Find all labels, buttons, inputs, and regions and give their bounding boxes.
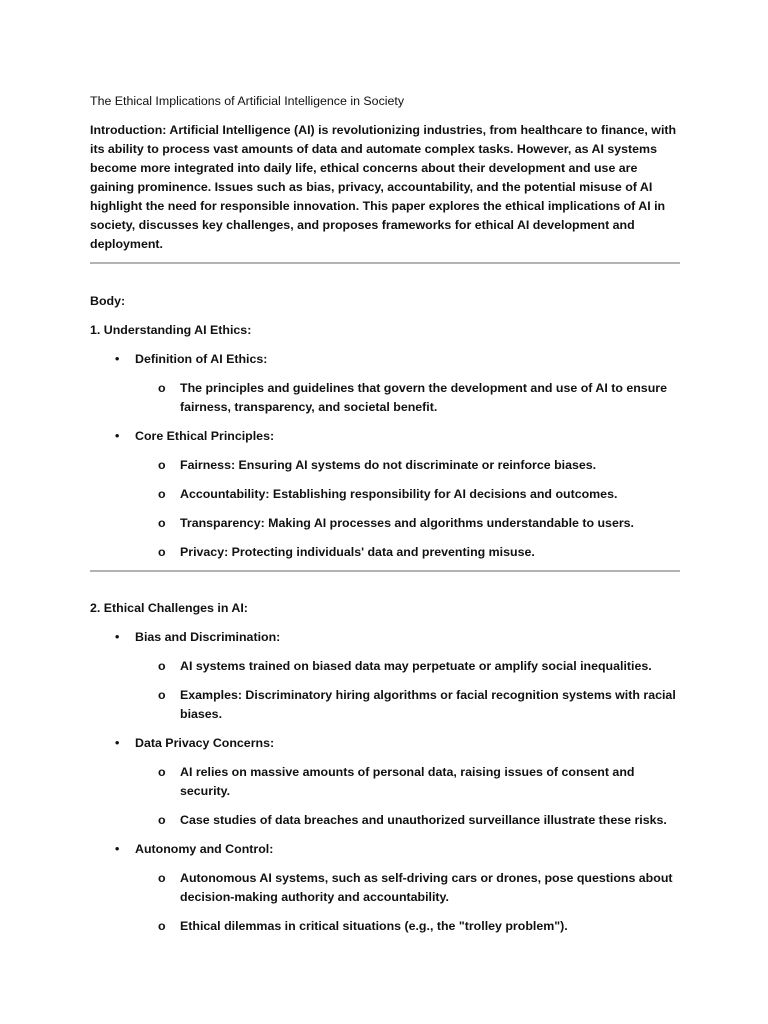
bullet-item xyxy=(115,734,680,753)
bullet-label: Definition of AI Ethics: xyxy=(135,352,268,366)
sub-bullet-icon: o xyxy=(158,487,166,501)
sub-bullet-item xyxy=(158,917,680,936)
sub-bullet-item xyxy=(158,514,680,533)
sub-bullet-text: AI relies on massive amounts of personal data, raising issues of consent and security. xyxy=(180,765,635,798)
section-divider xyxy=(90,570,680,572)
sub-bullet-icon: o xyxy=(158,813,166,827)
document-title: The Ethical Implications of Artificial Intelligence in Society xyxy=(90,94,405,108)
sub-bullet-item xyxy=(158,811,680,830)
sub-bullet-icon: o xyxy=(158,688,166,702)
sub-bullet-icon: o xyxy=(158,871,166,885)
sub-bullet-text: Ethical dilemmas in critical situations (e.g., the "trolley problem"). xyxy=(180,919,568,933)
sub-bullet-text: Accountability: Establishing responsibility for AI decisions and outcomes. xyxy=(180,487,618,501)
bullet-label: Bias and Discrimination: xyxy=(135,630,281,644)
bullet-icon: • xyxy=(115,736,120,750)
sub-bullet-icon: o xyxy=(158,659,166,673)
sub-bullet-item xyxy=(158,456,680,475)
introduction-paragraph: Introduction: Artificial Intelligence (AI) is revolutionizing industries, from healthcare to finance, with its ability to process vast amounts of data and automate complex tasks. However, as AI systems become more integrated into daily life, ethical concerns about their development and use are gaining prominence. Issues such as bias, privacy, accountability, and the potential misuse of AI highlight the need for responsible innovation. This paper explores the ethical implications of AI in society, discusses key challenges, and proposes frameworks for ethical AI development and deployment. xyxy=(90,123,677,251)
bullet-label: Core Ethical Principles: xyxy=(135,429,275,443)
sub-bullet-item xyxy=(158,379,680,417)
sub-bullet-text: Examples: Discriminatory hiring algorithms or facial recognition systems with racial biases. xyxy=(180,688,676,721)
bullet-icon: • xyxy=(115,630,120,644)
section-divider xyxy=(90,262,680,264)
sub-bullet-text: Transparency: Making AI processes and algorithms understandable to users. xyxy=(180,516,634,530)
sub-bullet-text: The principles and guidelines that govern the development and use of AI to ensure fairness, transparency, and societal benefit. xyxy=(180,381,667,414)
sub-bullet-icon: o xyxy=(158,516,166,530)
bullet-icon: • xyxy=(115,352,120,366)
bullet-icon: • xyxy=(115,429,120,443)
sub-bullet-icon: o xyxy=(158,765,166,779)
sub-bullet-text: Case studies of data breaches and unauthorized surveillance illustrate these risks. xyxy=(180,813,667,827)
sub-bullet-item xyxy=(158,869,680,907)
bullet-icon: • xyxy=(115,842,120,856)
sub-bullet-text: Privacy: Protecting individuals' data and preventing misuse. xyxy=(180,545,535,559)
sub-bullet-text: AI systems trained on biased data may perpetuate or amplify social inequalities. xyxy=(180,659,652,673)
sub-bullet-icon: o xyxy=(158,381,166,395)
sub-bullet-icon: o xyxy=(158,919,166,933)
document-content xyxy=(90,92,680,936)
section-heading: 1. Understanding AI Ethics: xyxy=(90,323,252,337)
bullet-label: Data Privacy Concerns: xyxy=(135,736,275,750)
sub-bullet-icon: o xyxy=(158,545,166,559)
section-1 xyxy=(90,321,680,562)
sub-bullet-item xyxy=(158,543,680,562)
bullet-label: Autonomy and Control: xyxy=(135,842,274,856)
sub-bullet-item xyxy=(158,485,680,504)
bullet-item xyxy=(115,840,680,859)
bullet-item xyxy=(115,628,680,647)
section-heading: 2. Ethical Challenges in AI: xyxy=(90,601,248,615)
sub-bullet-item xyxy=(158,657,680,676)
section-2 xyxy=(90,599,680,936)
sub-bullet-text: Fairness: Ensuring AI systems do not discriminate or reinforce biases. xyxy=(180,458,597,472)
sub-bullet-text: Autonomous AI systems, such as self-driving cars or drones, pose questions about decision-making authority and accountability. xyxy=(180,871,673,904)
sub-bullet-item xyxy=(158,686,680,724)
bullet-item xyxy=(115,350,680,369)
sub-bullet-item xyxy=(158,763,680,801)
sub-bullet-icon: o xyxy=(158,458,166,472)
bullet-item xyxy=(115,427,680,446)
body-label: Body: xyxy=(90,294,126,308)
